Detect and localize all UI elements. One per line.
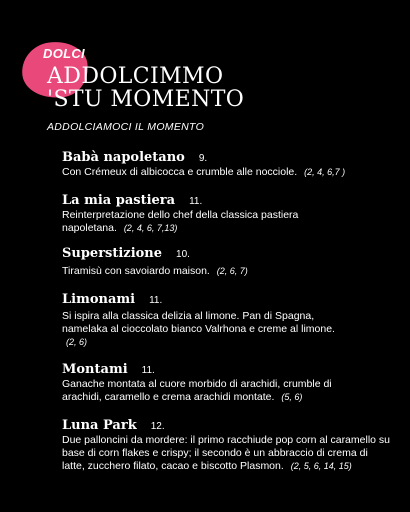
menu-item-montami [62,362,402,404]
item-name: Montami [62,362,128,377]
item-name: La mia pastiera [62,193,176,208]
menu-title [47,65,244,111]
section-tag: DOLCI [43,46,85,61]
item-name: Limonami [62,292,136,307]
item-name: Luna Park [62,418,137,433]
item-description [62,265,402,278]
item-description-text: Si ispira alla classica delizia al limone. Pan di Spagna, namelaka al cioccolato bianco Valrhona e creme al limone. [62,310,335,335]
item-allergens: (2, 4, 6,7 ) [304,167,346,177]
menu-item-pastiera [62,193,402,235]
menu-item-limonami [62,292,402,349]
item-description-text: Reinterpretazione dello chef della classica pastiera napoletana. [62,209,299,234]
item-name: Superstizione [62,246,163,261]
item-price: 12. [150,421,165,432]
item-allergens: (2, 5, 6, 14, 15) [290,461,352,471]
item-description-text: Due palloncini da mordere: il primo racchiude pop corn al caramello su base di corn flakes e crispy; il secondo è un abbraccio di crema di latte, zucchero filato, cacao e biscotto Plasmon. [62,434,390,472]
item-price: 10. [176,249,190,260]
menu-subtitle: ADDOLCIAMOCI IL MOMENTO [47,121,205,133]
menu-item-superstizione [62,246,402,278]
item-name: Babà napoletano [62,150,185,165]
item-description [62,434,392,473]
item-description-text: Ganache montata al cuore morbido di arachidi, crumble di arachidi, caramello e crema arachidi montate. [62,378,332,403]
menu-item-baba [62,150,402,179]
title-line-2: 'STU MOMENTO [47,87,245,112]
item-description-text: Con Crémeux di albicocca e crumble alle nocciole. [62,166,298,178]
item-allergens: (2, 6) [66,337,88,347]
item-price: 11. [141,365,155,376]
item-allergens: (5, 6) [281,392,303,402]
item-description-text: Tiramisù con savoiardo maison. [62,265,210,277]
title-line-1: ADDOLCIMMO [47,64,224,89]
menu-item-luna-park [62,418,402,473]
item-description [62,209,312,235]
item-description [62,378,362,404]
item-price: 9. [198,153,208,164]
item-price: 11. [189,196,203,207]
item-price: 11. [149,295,163,306]
item-description [62,310,352,349]
item-allergens: (2, 6, 7) [216,266,248,276]
item-description [62,166,402,179]
item-allergens: (2, 4, 6, 7,13) [123,223,178,233]
